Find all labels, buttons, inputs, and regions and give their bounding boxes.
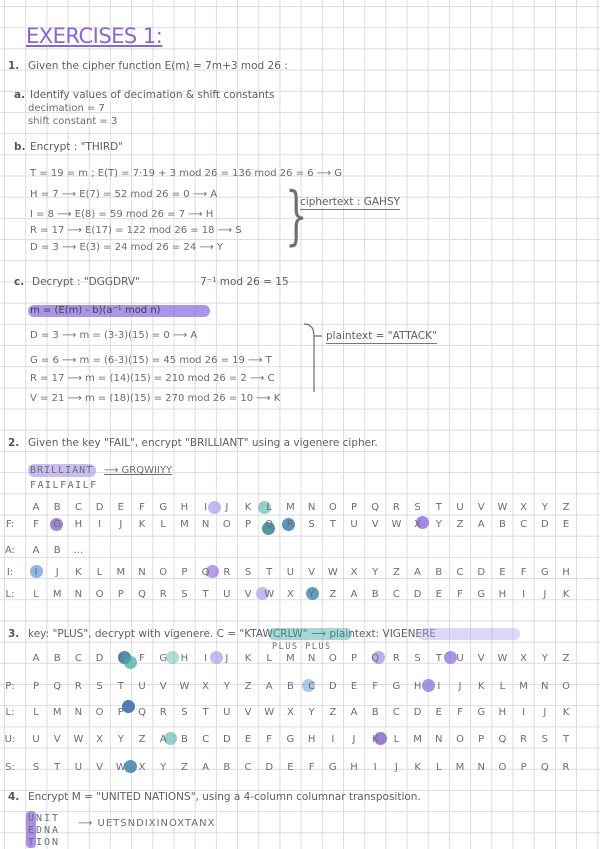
- q3-table-cell: F: [372, 681, 379, 692]
- q2-table-cell: R: [392, 502, 400, 513]
- q3-table-cell: R: [74, 681, 82, 692]
- q2-table-cell: I: [98, 519, 102, 530]
- q2-table-cell: K: [244, 502, 252, 513]
- q3-table-cell: M: [455, 762, 465, 773]
- q3-table-cell: K: [414, 762, 421, 773]
- q3-table-cell: E: [287, 762, 294, 773]
- decrypt-formula: m = (E(m) - b)(a⁻¹ mod n): [30, 305, 161, 316]
- q2-table-cell: F: [520, 567, 527, 578]
- q3-table-cell: U: [456, 653, 464, 664]
- q3-table-cell: A: [202, 762, 210, 773]
- q2-table-cell: P: [181, 567, 188, 578]
- q2-table-cell: G: [53, 519, 62, 530]
- q2-table-cell: E: [499, 567, 506, 578]
- q3-table-cell: W: [115, 762, 126, 773]
- enc-line-2: H = 7 ⟶ E(7) = 52 mod 26 = 0 ⟶ A: [30, 189, 218, 200]
- q1c-text: Decrypt : "DGGDRV": [32, 276, 140, 288]
- q2-table-cell: E: [117, 502, 124, 513]
- q2-table-cell: X: [350, 567, 358, 578]
- q2-table-cell: H: [180, 502, 189, 513]
- q3-table-cell: U: [32, 734, 40, 745]
- q2-table-cell: O: [222, 519, 231, 530]
- q1-prompt: Given the cipher function E(m) = 7m+3 mod 26 :: [28, 60, 288, 72]
- q2-table-cell: L: [33, 589, 39, 600]
- q2-table-cell: B: [371, 589, 379, 600]
- q2-table-cell: O: [95, 589, 104, 600]
- q3-table-row-label: P:: [5, 681, 15, 692]
- key-repeat-plus: PLUS PLUS: [272, 642, 332, 652]
- q3-table-cell: X: [286, 707, 294, 718]
- q2-table-cell: M: [180, 519, 189, 530]
- q3-table-cell: K: [244, 653, 252, 664]
- plaintext-highlight: [418, 628, 520, 640]
- q2-table-cell: W: [497, 502, 508, 513]
- key-repeat: FAILFAILF: [30, 480, 98, 491]
- dec-line-2: G = 6 ⟶ m = (6-3)(15) = 45 mod 26 = 19 ⟶ T: [30, 355, 272, 366]
- q3-table-cell: Z: [244, 681, 252, 692]
- enc-line-4: R = 17 ⟶ E(17) = 122 mod 26 = 18 ⟶ S: [30, 225, 242, 236]
- transposition-row-3: TION: [28, 837, 61, 848]
- q2-table-cell: O: [328, 502, 337, 513]
- q2-table-cell: H: [498, 589, 507, 600]
- q1b-label: b.: [14, 141, 26, 153]
- q3-table-cell: X: [96, 734, 104, 745]
- q2-table-cell: P: [117, 589, 124, 600]
- q3-table-cell: P: [478, 734, 485, 745]
- q3-table-cell: V: [53, 734, 61, 745]
- q3-table-cell: Y: [308, 707, 315, 718]
- q2-table-cell: X: [286, 589, 294, 600]
- dec-line-4: V = 21 ⟶ m = (18)(15) = 270 mod 26 = 10 ⟶ K: [30, 393, 281, 404]
- q3-table-cell: W: [497, 653, 508, 664]
- q3-table-cell: I: [437, 681, 441, 692]
- q1b-text: Encrypt : "THIRD": [30, 141, 124, 153]
- q3-table-cell: L: [33, 707, 39, 718]
- q3-table-cell: K: [477, 681, 485, 692]
- cipher-highlight: [268, 628, 352, 640]
- q2-table-cell: J: [55, 567, 59, 578]
- q3-table-cell: L: [436, 762, 442, 773]
- q3-table-cell: W: [264, 707, 275, 718]
- q2-table-cell: G: [477, 589, 486, 600]
- q3-table-cell: E: [244, 734, 252, 745]
- q2-table-cell: U: [456, 502, 464, 513]
- q3-table-cell: W: [73, 734, 84, 745]
- dec-line-1: D = 3 ⟶ m = (3-3)(15) = 0 ⟶ A: [30, 330, 198, 341]
- q3-table-cell: D: [222, 734, 231, 745]
- q3-table-cell: T: [435, 653, 442, 664]
- q2-table-cell: D: [95, 502, 104, 513]
- q3-table-cell: O: [498, 762, 507, 773]
- q3-table-cell: I: [204, 653, 208, 664]
- q3-table-cell: Y: [223, 681, 230, 692]
- q1c-label: c.: [14, 276, 25, 288]
- q2-table-cell: V: [308, 567, 316, 578]
- q2-table-cell: Y: [541, 502, 548, 513]
- q2-table-cell: U: [350, 519, 358, 530]
- q2-table-cell: Q: [201, 567, 210, 578]
- q3-table-cell: Z: [329, 707, 337, 718]
- q2-table-cell: E: [562, 519, 570, 530]
- q3-table-cell: Q: [138, 707, 146, 718]
- q3-table-cell: M: [413, 734, 422, 745]
- q3-table-row-label: S:: [5, 762, 15, 773]
- q2-table-cell: T: [435, 502, 442, 513]
- q3-table-cell: V: [159, 681, 167, 692]
- q3-table-cell: B: [371, 707, 379, 718]
- q3-table-cell: L: [393, 734, 400, 745]
- q2-table-cell: A: [32, 545, 40, 556]
- q3-table-cell: W: [179, 681, 190, 692]
- q3-table-cell: E: [117, 653, 124, 664]
- q2-table-cell: C: [74, 502, 82, 513]
- q3-table-cell: R: [562, 762, 570, 773]
- q2-table-cell: I: [204, 502, 208, 513]
- q2-table-cell: P: [350, 502, 358, 513]
- q2-table-cell: T: [266, 567, 273, 578]
- q3-table-cell: T: [562, 734, 570, 745]
- q3-table-cell: L: [266, 653, 272, 664]
- q2-table-cell: K: [75, 567, 82, 578]
- q3-table-cell: J: [225, 653, 229, 664]
- q2-table-row-label: I:: [6, 567, 14, 578]
- q2-table-cell: D: [540, 519, 549, 530]
- q3-table-cell: G: [159, 653, 168, 664]
- q2-table-cell: G: [159, 502, 168, 513]
- q2-table-cell: H: [74, 519, 83, 530]
- q2-table-cell: T: [329, 519, 336, 530]
- dec-line-3: R = 17 ⟶ m = (14)(15) = 210 mod 26 = 2 ⟶ C: [30, 373, 275, 384]
- q3-table-cell: H: [413, 681, 422, 692]
- q3-table-cell: Z: [562, 653, 570, 664]
- q3-table-cell: F: [308, 762, 315, 773]
- q2-table-cell: H: [562, 567, 570, 578]
- q2-table-cell: R: [223, 567, 231, 578]
- q2-table-cell: L: [266, 502, 272, 513]
- q3-table-cell: C: [74, 653, 82, 664]
- q2-table-cell: B: [53, 545, 61, 556]
- q3-table-cell: K: [371, 734, 379, 745]
- q2-table-cell: Z: [456, 519, 464, 530]
- q3-table-cell: N: [74, 707, 83, 718]
- q3-table-cell: U: [223, 707, 231, 718]
- q3-table-cell: R: [392, 653, 400, 664]
- q2-table-cell: A: [414, 567, 422, 578]
- q3-table-cell: B: [223, 762, 231, 773]
- q2-table-cell: M: [52, 589, 62, 600]
- q2-table-cell: G: [540, 567, 549, 578]
- q3-table-cell: Y: [541, 653, 548, 664]
- enc-line-1: T = 19 = m ; E(T) = 7·19 + 3 mod 26 = 136 mod 26 = 6 ⟶ G: [30, 168, 343, 179]
- q3-table-cell: T: [202, 707, 209, 718]
- q3-table-cell: E: [435, 707, 442, 718]
- q3-table-cell: C: [308, 681, 316, 692]
- q2-table-cell: C: [392, 589, 400, 600]
- q2-table-cell: V: [244, 589, 252, 600]
- q3-table-cell: B: [53, 653, 61, 664]
- q3-table-cell: N: [477, 762, 485, 773]
- q2-table-cell: L: [96, 567, 103, 578]
- q3-table-cell: T: [54, 762, 61, 773]
- q2-table-cell: C: [520, 519, 528, 530]
- q3-table-cell: C: [392, 707, 400, 718]
- enc-brace: }: [285, 179, 308, 253]
- q3-table-cell: Q: [53, 681, 62, 692]
- q2-table-row-label: F:: [5, 519, 15, 530]
- q2-table-row-label: L:: [5, 589, 15, 600]
- q3-table-cell: H: [180, 653, 189, 664]
- q3-table-cell: N: [541, 681, 549, 692]
- q2-table-cell: X: [520, 502, 528, 513]
- q3-table-cell: J: [458, 681, 462, 692]
- q3-table-cell: O: [328, 653, 337, 664]
- q3-table-cell: E: [350, 681, 358, 692]
- q3-table-cell: G: [286, 734, 295, 745]
- q2-table-cell: M: [116, 567, 126, 578]
- transposition-row-1: UNIT: [28, 813, 61, 824]
- q3-table-cell: N: [435, 734, 443, 745]
- q3-table-cell: X: [138, 762, 146, 773]
- transposition-result: ⟶ UETSNDIXINOXTANX: [78, 818, 216, 829]
- q3-table-cell: D: [413, 707, 422, 718]
- q3-table-cell: Y: [117, 734, 124, 745]
- q2-table-cell: W: [264, 589, 275, 600]
- q3-table-cell: R: [520, 734, 528, 745]
- q2-table-row-label: A:: [4, 545, 16, 556]
- q3-table-cell: H: [307, 734, 316, 745]
- q2-table-cell: Q: [371, 502, 380, 513]
- q2-table-cell: A: [350, 589, 358, 600]
- enc-line-3: I = 8 ⟶ E(8) = 59 mod 26 = 7 ⟶ H: [30, 209, 214, 220]
- q3-table-cell: N: [307, 653, 316, 664]
- q3-number: 3.: [8, 628, 20, 640]
- q3-table-cell: P: [117, 707, 124, 718]
- q2-table-cell: S: [414, 502, 421, 513]
- q3-table-cell: C: [202, 734, 210, 745]
- q1a-text: Identify values of decimation & shift constants: [30, 89, 275, 101]
- q2-table-cell: Y: [372, 567, 379, 578]
- q3-table-cell: U: [74, 762, 83, 773]
- q2-table-cell: I: [34, 567, 38, 578]
- q2-table-cell: U: [223, 589, 231, 600]
- q2-table-cell: F: [139, 502, 145, 513]
- q3-table-cell: V: [244, 707, 252, 718]
- q2-table-cell: J: [225, 502, 229, 513]
- q3-table-cell: O: [562, 681, 570, 692]
- q3-table-cell: S: [181, 707, 188, 718]
- q3-table-cell: Z: [138, 734, 146, 745]
- q2-table-cell: W: [327, 567, 338, 578]
- q4-prompt: Encrypt M = "UNITED NATIONS", using a 4-column columnar transposition.: [28, 791, 421, 803]
- shift-value: shift constant = 3: [28, 116, 118, 127]
- q3-table-cell: Q: [540, 762, 549, 773]
- q2-table-cell: S: [181, 589, 188, 600]
- q3-table-cell: A: [265, 681, 273, 692]
- q2-table-cell: V: [477, 502, 485, 513]
- q2-table-cell: Z: [392, 567, 400, 578]
- q3-table-cell: X: [520, 653, 528, 664]
- q3-table-cell: P: [520, 762, 527, 773]
- decimation-value: decimation = 7: [28, 103, 105, 114]
- q3-table-cell: P: [32, 681, 40, 692]
- q2-table-cell: Y: [435, 519, 442, 530]
- q3-table-row-label: L:: [5, 707, 15, 718]
- q3-table-cell: O: [456, 734, 464, 745]
- q3-table-cell: D: [328, 681, 337, 692]
- q1-number: 1.: [8, 60, 20, 72]
- q2-table-cell: R: [159, 589, 167, 600]
- q2-table-cell: B: [53, 502, 61, 513]
- q2-table-cell: N: [138, 567, 146, 578]
- q3-table-cell: H: [498, 707, 507, 718]
- q3-table-cell: G: [392, 681, 401, 692]
- q3-table-cell: F: [266, 734, 273, 745]
- q3-table-cell: B: [180, 734, 188, 745]
- q3-table-cell: G: [477, 707, 486, 718]
- q3-table-cell: D: [265, 762, 274, 773]
- q3-table-cell: O: [95, 707, 104, 718]
- q2-table-cell: S: [308, 519, 315, 530]
- q3-table-cell: L: [499, 681, 506, 692]
- q2-table-cell: F: [457, 589, 463, 600]
- q3-table-cell: J: [352, 734, 356, 745]
- q2-table-cell: D: [413, 589, 422, 600]
- q3-prompt: key: "PLUS", decrypt with vigenere. C = "KTAWCRLW" ⟶ plaintext: VIGENERE: [28, 628, 436, 640]
- q3-table-cell: C: [244, 762, 252, 773]
- q2-table-cell: P: [244, 519, 252, 530]
- q3-table-cell: G: [328, 762, 337, 773]
- q3-table-cell: I: [522, 707, 526, 718]
- q1a-label: a.: [14, 89, 26, 101]
- q3-table-row-label: U:: [4, 734, 16, 745]
- q2-table-cell: Q: [265, 519, 274, 530]
- q3-table-cell: J: [543, 707, 547, 718]
- q2-table-cell: B: [435, 567, 443, 578]
- q2-table-cell: K: [138, 519, 146, 530]
- q2-table-cell: Q: [138, 589, 146, 600]
- q2-number: 2.: [8, 437, 20, 449]
- q2-table-cell: T: [202, 589, 209, 600]
- q2-table-cell: V: [371, 519, 379, 530]
- transposition-row-2: EDNA: [28, 825, 61, 836]
- q3-table-cell: T: [117, 681, 124, 692]
- q2-table-cell: ...: [73, 545, 84, 556]
- q3-table-cell: J: [394, 762, 398, 773]
- q3-table-cell: M: [519, 681, 528, 692]
- q2-prompt: Given the key "FAIL", encrypt "BRILLIANT" using a vigenere cipher.: [28, 437, 378, 449]
- inverse-value: 7⁻¹ mod 26 = 15: [200, 276, 289, 288]
- q2-table-cell: B: [498, 519, 506, 530]
- q2-table-cell: W: [391, 519, 402, 530]
- q2-table-cell: Z: [562, 502, 570, 513]
- q3-table-cell: V: [96, 762, 104, 773]
- plaintext-word: BRILLIANT: [30, 465, 94, 476]
- q2-table-cell: Z: [329, 589, 337, 600]
- q3-table-cell: Q: [498, 734, 507, 745]
- q3-table-cell: D: [95, 653, 104, 664]
- q2-table-cell: A: [477, 519, 485, 530]
- q2-table-cell: E: [435, 589, 442, 600]
- q2-table-cell: N: [307, 502, 316, 513]
- page-title: EXERCISES 1:: [26, 24, 163, 48]
- q3-table-cell: Q: [371, 653, 380, 664]
- q3-table-cell: B: [286, 681, 294, 692]
- q2-table-cell: D: [477, 567, 486, 578]
- q3-table-cell: S: [32, 762, 40, 773]
- q3-table-cell: S: [541, 734, 548, 745]
- q3-table-cell: A: [159, 734, 167, 745]
- q3-table-cell: F: [457, 707, 463, 718]
- q2-table-cell: X: [414, 519, 422, 530]
- q3-table-cell: I: [331, 734, 335, 745]
- q2-table-cell: U: [286, 567, 295, 578]
- q3-table-cell: Z: [180, 762, 188, 773]
- q3-table-cell: Y: [160, 762, 167, 773]
- q3-table-cell: F: [139, 653, 145, 664]
- q3-table-cell: H: [350, 762, 358, 773]
- q2-table-cell: O: [159, 567, 168, 578]
- q2-table-cell: J: [543, 589, 547, 600]
- q3-table-cell: P: [350, 653, 358, 664]
- q3-table-cell: V: [477, 653, 485, 664]
- q2-table-cell: A: [32, 502, 40, 513]
- q2-table-cell: R: [286, 519, 294, 530]
- q2-table-cell: M: [286, 502, 295, 513]
- q2-table-cell: S: [244, 567, 252, 578]
- q3-table-cell: A: [350, 707, 358, 718]
- q3-table-cell: M: [286, 653, 295, 664]
- vigenere-result: ⟶ GRQWIIYY: [104, 465, 173, 476]
- q3-table-cell: R: [159, 707, 167, 718]
- q3-table-cell: K: [562, 707, 570, 718]
- q3-table-cell: I: [373, 762, 377, 773]
- q2-table-cell: I: [522, 589, 526, 600]
- q2-table-cell: C: [456, 567, 464, 578]
- q3-table-cell: A: [32, 653, 40, 664]
- q2-table-cell: J: [119, 519, 123, 530]
- enc-line-5: D = 3 ⟶ E(3) = 24 mod 26 = 24 ⟶ Y: [30, 242, 223, 253]
- q2-table-cell: N: [201, 519, 210, 530]
- plaintext-result: plaintext = "ATTACK": [326, 330, 437, 342]
- q2-table-cell: K: [562, 589, 570, 600]
- q2-table-cell: L: [160, 519, 166, 530]
- q3-table-cell: U: [138, 681, 146, 692]
- q3-table-cell: S: [96, 681, 103, 692]
- q2-table-cell: N: [74, 589, 83, 600]
- q2-table-cell: F: [33, 519, 39, 530]
- ciphertext-result: ciphertext : GAHSY: [300, 196, 401, 208]
- q3-table-cell: X: [202, 681, 210, 692]
- q3-table-cell: S: [414, 653, 421, 664]
- q4-number: 4.: [8, 791, 20, 803]
- q3-table-cell: M: [52, 707, 62, 718]
- q2-table-cell: Y: [308, 589, 315, 600]
